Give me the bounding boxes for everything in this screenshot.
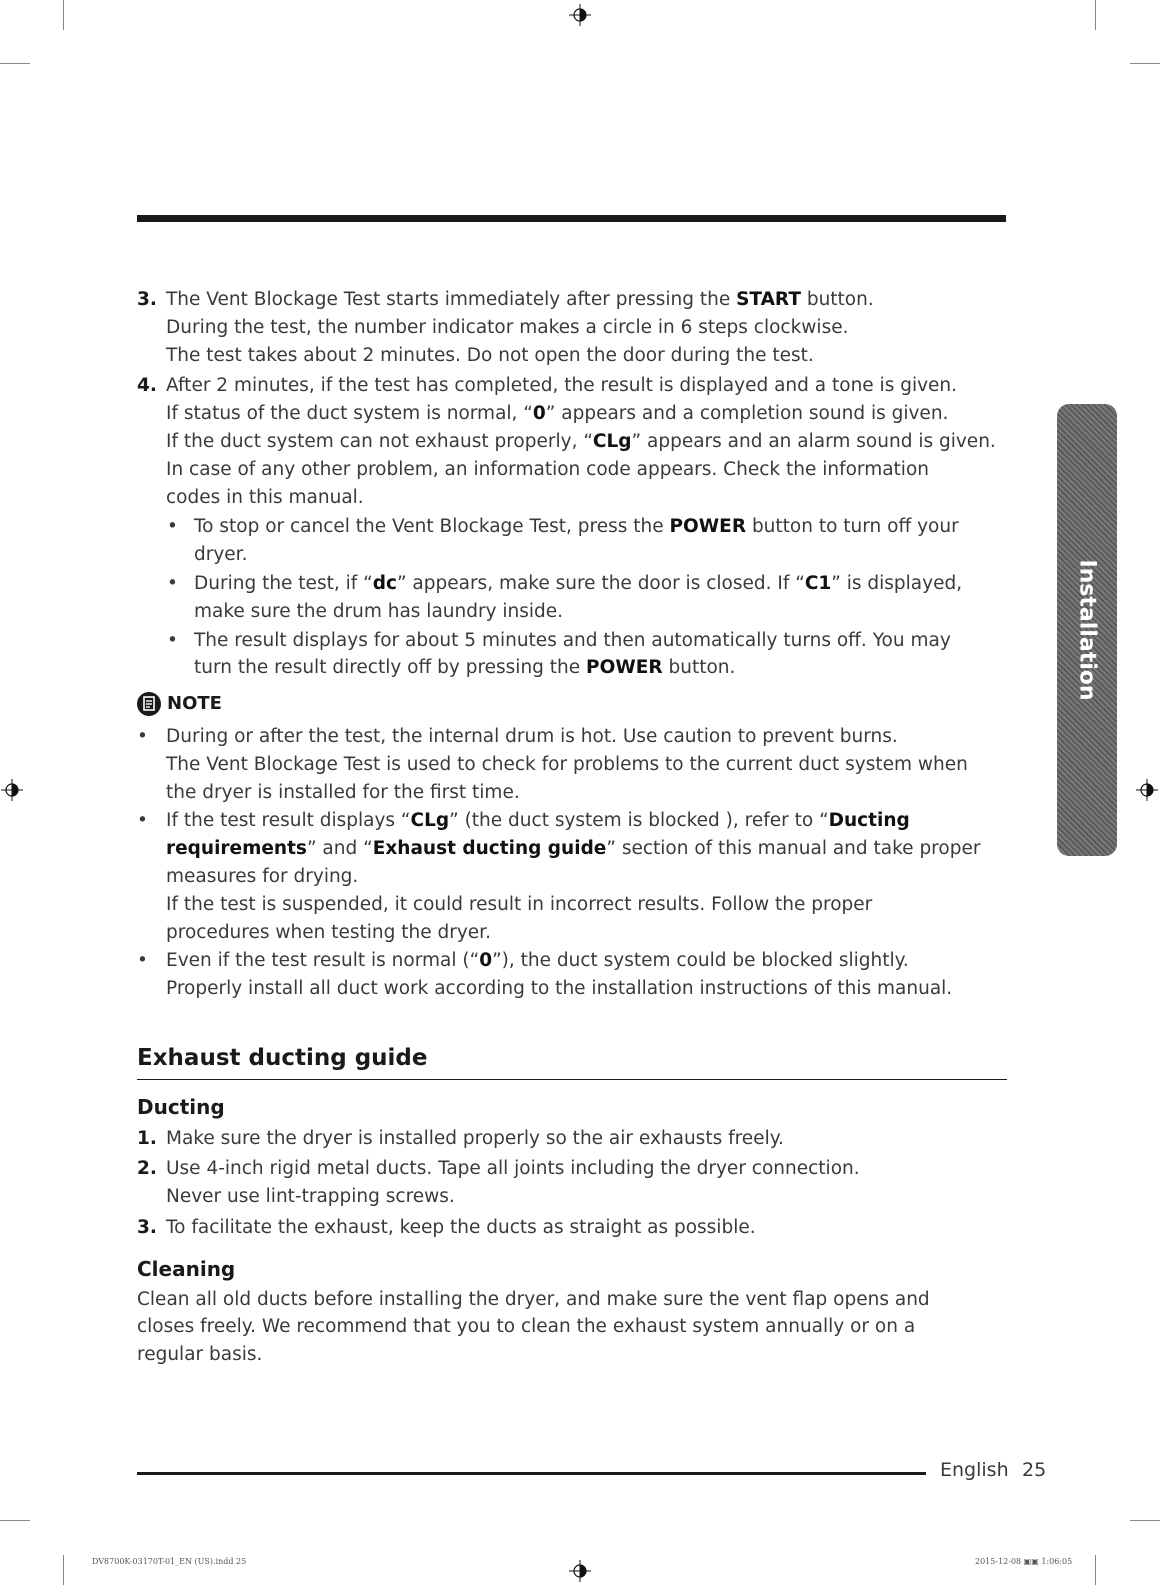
note-heading xyxy=(137,690,1017,718)
text-line: During or after the test, the internal drum is hot. Use caution to prevent burns. xyxy=(166,725,898,747)
bullet-dot: • xyxy=(167,629,178,651)
text-line: Clean all old ducts before installing the dryer, and make sure the vent flap opens and xyxy=(137,1288,930,1310)
bullet-dot: • xyxy=(137,810,148,832)
text-line: In case of any other problem, an information code appears. Check the information xyxy=(166,458,929,480)
text-line: During the test, if “dc” appears, make sure the door is closed. If “C1” is displayed, xyxy=(194,572,963,594)
subsection-title: Ducting xyxy=(137,1094,225,1119)
text-line: requirements” and “Exhaust ducting guide” section of this manual and take proper xyxy=(166,838,981,860)
step-number: 3. xyxy=(137,289,157,310)
emphasized-term: 0 xyxy=(479,950,493,972)
text-line: After 2 minutes, if the test has completed, the result is displayed and a tone is given. xyxy=(166,375,958,397)
step-item xyxy=(137,1155,1017,1211)
crop-mark xyxy=(63,1555,64,1585)
registration-mark-icon xyxy=(569,1560,591,1582)
bullet-dot: • xyxy=(167,572,178,594)
emphasized-term: C1 xyxy=(804,572,832,594)
footer-language: English xyxy=(940,1459,1009,1481)
bullet-item xyxy=(137,947,1017,1003)
crop-mark xyxy=(63,0,64,30)
crop-mark xyxy=(0,1520,30,1521)
step-item xyxy=(137,1125,1017,1153)
emphasized-term: START xyxy=(736,289,801,310)
subsection-title: Cleaning xyxy=(137,1256,236,1281)
step-number: 4. xyxy=(137,375,157,397)
emphasized-term: POWER xyxy=(669,516,747,538)
step-number: 2. xyxy=(137,1158,157,1180)
page-content xyxy=(137,283,1017,1369)
bullet-dot: • xyxy=(137,725,148,747)
chapter-tab-label: Installation xyxy=(1074,559,1100,701)
step-item xyxy=(137,1214,1017,1242)
emphasized-term: 0 xyxy=(532,403,546,425)
text-line: dryer. xyxy=(194,544,248,566)
emphasized-term: Ducting xyxy=(828,810,910,832)
text-line: During the test, the number indicator makes a circle in 6 steps clockwise. xyxy=(166,316,849,338)
text-line: procedures when testing the dryer. xyxy=(166,921,491,943)
header-rule xyxy=(137,215,1006,222)
crop-mark xyxy=(1130,63,1160,64)
text-line: The test takes about 2 minutes. Do not open the door during the test. xyxy=(166,344,814,366)
registration-mark-icon xyxy=(569,4,591,26)
step4-bullet-list xyxy=(165,513,1017,682)
text-line: If status of the duct system is normal, “0” appears and a completion sound is given. xyxy=(166,403,949,425)
section-title: Exhaust ducting guide xyxy=(137,1045,1007,1080)
note-bullet-list xyxy=(137,723,1017,1003)
text-line: The result displays for about 5 minutes and then automatically turns off. You may xyxy=(194,629,951,651)
text-line: The Vent Blockage Test starts immediately after pressing the START button. xyxy=(166,289,874,310)
crop-mark xyxy=(0,63,30,64)
text-line: The Vent Blockage Test is used to check for problems to the current duct system when xyxy=(166,753,968,775)
text-line: closes freely. We recommend that you to clean the exhaust system annually or on a xyxy=(137,1316,916,1338)
crop-mark xyxy=(1130,1520,1160,1521)
emphasized-term: POWER xyxy=(586,657,663,679)
text-line: Make sure the dryer is installed properly so the air exhausts freely. xyxy=(166,1127,784,1149)
text-line: make sure the drum has laundry inside. xyxy=(194,600,564,622)
text-line: turn the result directly off by pressing the POWER button. xyxy=(194,657,736,679)
text-line: Never use lint-trapping screws. xyxy=(166,1186,455,1208)
bullet-item xyxy=(165,627,1017,683)
emphasized-term: CLg xyxy=(410,810,450,832)
crop-mark xyxy=(1095,0,1096,30)
text-line: To stop or cancel the Vent Blockage Test, press the POWER button to turn off your xyxy=(194,516,959,538)
emphasized-term: dc xyxy=(372,572,397,594)
step-number: 1. xyxy=(137,1127,157,1149)
text-line: Use 4-inch rigid metal ducts. Tape all joints including the dryer connection. xyxy=(166,1158,860,1180)
bullet-item xyxy=(165,513,1017,569)
emphasized-term: Exhaust ducting guide xyxy=(372,838,607,860)
bullet-dot: • xyxy=(167,516,178,538)
step-list xyxy=(137,286,1017,511)
text-line: codes in this manual. xyxy=(166,486,364,508)
text-line: Properly install all duct work according to the installation instructions of this manual. xyxy=(166,978,953,1000)
bullet-item xyxy=(165,570,1017,626)
note-label: NOTE xyxy=(167,693,222,715)
text-line: Even if the test result is normal (“0”), the duct system could be blocked slightly. xyxy=(166,950,909,972)
step-item xyxy=(137,372,1017,511)
note-icon xyxy=(137,692,161,716)
step-item xyxy=(137,286,1017,369)
footer-rule xyxy=(137,1472,926,1475)
text-line: the dryer is installed for the first time. xyxy=(166,781,520,803)
ducting-step-list xyxy=(137,1125,1017,1242)
emphasized-term: requirements xyxy=(166,838,307,860)
cleaning-paragraph xyxy=(137,1286,1017,1369)
registration-mark-icon xyxy=(1,779,23,801)
bullet-item xyxy=(137,807,1017,946)
chapter-tab xyxy=(1057,404,1117,856)
text-line: measures for drying. xyxy=(166,865,359,887)
text-line: If the test is suspended, it could result in incorrect results. Follow the proper xyxy=(166,893,873,915)
bullet-item xyxy=(137,723,1017,806)
crop-mark xyxy=(1095,1555,1096,1585)
emphasized-term: CLg xyxy=(592,430,632,452)
text-line: If the test result displays “CLg” (the duct system is blocked ), refer to “Ducting xyxy=(166,810,910,832)
page-number: 25 xyxy=(1022,1459,1047,1481)
print-slug-date: 2015-12-08 ▣▣ 1:06:05 xyxy=(975,1557,1073,1566)
text-line: To facilitate the exhaust, keep the ducts as straight as possible. xyxy=(166,1216,756,1238)
text-line: If the duct system can not exhaust properly, “CLg” appears and an alarm sound is given. xyxy=(166,430,996,452)
bullet-dot: • xyxy=(137,950,148,972)
text-line: regular basis. xyxy=(137,1344,263,1366)
step-number: 3. xyxy=(137,1216,157,1238)
print-slug-file: DV8700K-03170T-01_EN (US).indd 25 xyxy=(92,1557,247,1566)
registration-mark-icon xyxy=(1136,779,1158,801)
